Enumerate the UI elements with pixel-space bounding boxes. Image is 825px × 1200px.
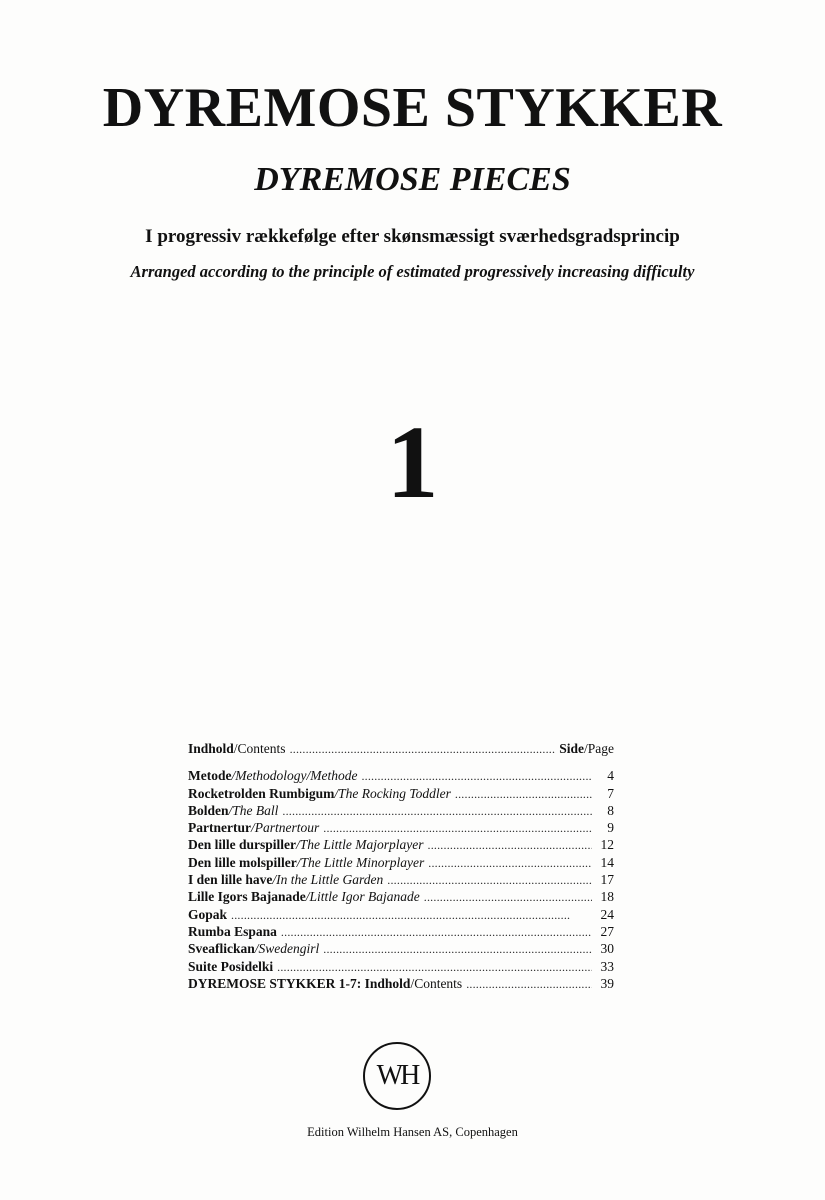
toc-entry-title-en: /In the Little Garden: [272, 872, 384, 888]
toc-entry: [188, 906, 614, 923]
book-subtitle: DYREMOSE PIECES: [254, 161, 571, 198]
dot-leader: [277, 958, 592, 976]
toc-entry-title: Sveaflickan: [188, 941, 255, 957]
toc-entry-title: Rocketrolden Rumbigum: [188, 785, 335, 801]
description-english: Arranged according to the principle of estimated progressively increasing difficulty: [130, 262, 695, 281]
toc-entry-title: Partnertur: [188, 820, 251, 836]
toc-entry-page: 27: [600, 923, 614, 939]
toc-entry: [188, 923, 614, 940]
toc-entry-title-en: /Partnertour: [250, 820, 320, 836]
toc-final-title: DYREMOSE STYKKER 1-7: Indhold: [188, 975, 411, 991]
toc-entry-title-en: /Little Igor Bajanade: [305, 889, 420, 905]
toc-header-contents-en: /Contents: [233, 741, 286, 756]
dot-leader: [387, 871, 592, 889]
toc-entry-title: Rumba Espana: [188, 923, 277, 939]
toc-entry: [188, 871, 614, 888]
toc-entry-page: 4: [607, 768, 614, 784]
toc-entry-page: 17: [600, 872, 614, 888]
book-title: DYREMOSE STYKKER: [102, 77, 723, 139]
dot-leader: [281, 923, 592, 941]
toc-entry-title-en: /The Ball: [228, 802, 279, 818]
toc-entry-page: 8: [607, 802, 614, 818]
toc-header-contents-da: Indhold: [188, 741, 234, 756]
toc-entry-title: Lille Igors Bajanade: [188, 889, 306, 905]
toc-entry-title-en: /The Little Majorplayer: [296, 837, 424, 853]
dot-leader: [282, 802, 592, 820]
toc-entry-title-en: /Swedengirl: [254, 941, 320, 957]
toc-entry-page: 30: [600, 941, 614, 957]
toc-entry: [188, 767, 614, 784]
publisher-name: Edition Wilhelm Hansen AS, Copenhagen: [307, 1125, 518, 1139]
toc-entry-title: Metode: [188, 768, 232, 784]
table-of-contents: [188, 740, 614, 992]
toc-entry-title: Suite Posidelki: [188, 958, 274, 974]
toc-header-page-da: Side: [559, 741, 584, 756]
toc-entry-page: 18: [600, 889, 614, 905]
description-danish: I progressiv rækkefølge efter skønsmæssigt sværhedsgradsprincip: [145, 226, 680, 247]
toc-entry-title-en: /The Little Minorplayer: [296, 854, 425, 870]
publisher-logo: WH: [363, 1042, 431, 1110]
toc-entry-page: 14: [600, 854, 614, 870]
toc-entry: [188, 802, 614, 819]
dot-leader: [428, 854, 592, 872]
toc-entry-title: Bolden: [188, 802, 229, 818]
dot-leader: [231, 906, 592, 924]
dot-leader: [323, 819, 592, 837]
toc-entry-title: Den lille durspiller: [188, 837, 296, 853]
toc-entry-title: I den lille have: [188, 872, 273, 888]
toc-entry-page: 33: [600, 958, 614, 974]
toc-final-page: 39: [600, 975, 614, 991]
dot-leader: [290, 740, 556, 758]
dot-leader: [428, 836, 593, 854]
toc-entry-page: 7: [607, 785, 614, 801]
toc-entry: [188, 958, 614, 975]
toc-entry-page: 9: [607, 820, 614, 836]
toc-entry-page: 12: [600, 837, 614, 853]
toc-entry: [188, 854, 614, 871]
toc-entry-title-en: /Methodology/Methode: [231, 768, 358, 784]
dot-leader: [455, 785, 592, 803]
dot-leader: [361, 767, 592, 785]
dot-leader: [424, 888, 592, 906]
toc-header: [188, 740, 614, 757]
toc-entry-title: Gopak: [188, 906, 228, 922]
dot-leader: [466, 975, 592, 993]
toc-entry: [188, 819, 614, 836]
toc-entry-title-en: /The Rocking Toddler: [334, 785, 451, 801]
toc-final-title-en: /Contents: [410, 975, 463, 991]
dot-leader: [323, 940, 592, 958]
toc-entry: [188, 785, 614, 802]
toc-entry: [188, 940, 614, 957]
toc-entry: [188, 836, 614, 853]
toc-final-entry: [188, 975, 614, 992]
toc-entry-page: 24: [600, 906, 614, 922]
toc-entry-title: Den lille molspiller: [188, 854, 297, 870]
volume-number: 1: [386, 405, 439, 520]
toc-items: [188, 767, 614, 975]
toc-header-page-en: /Page: [584, 741, 614, 756]
toc-entry: [188, 888, 614, 905]
